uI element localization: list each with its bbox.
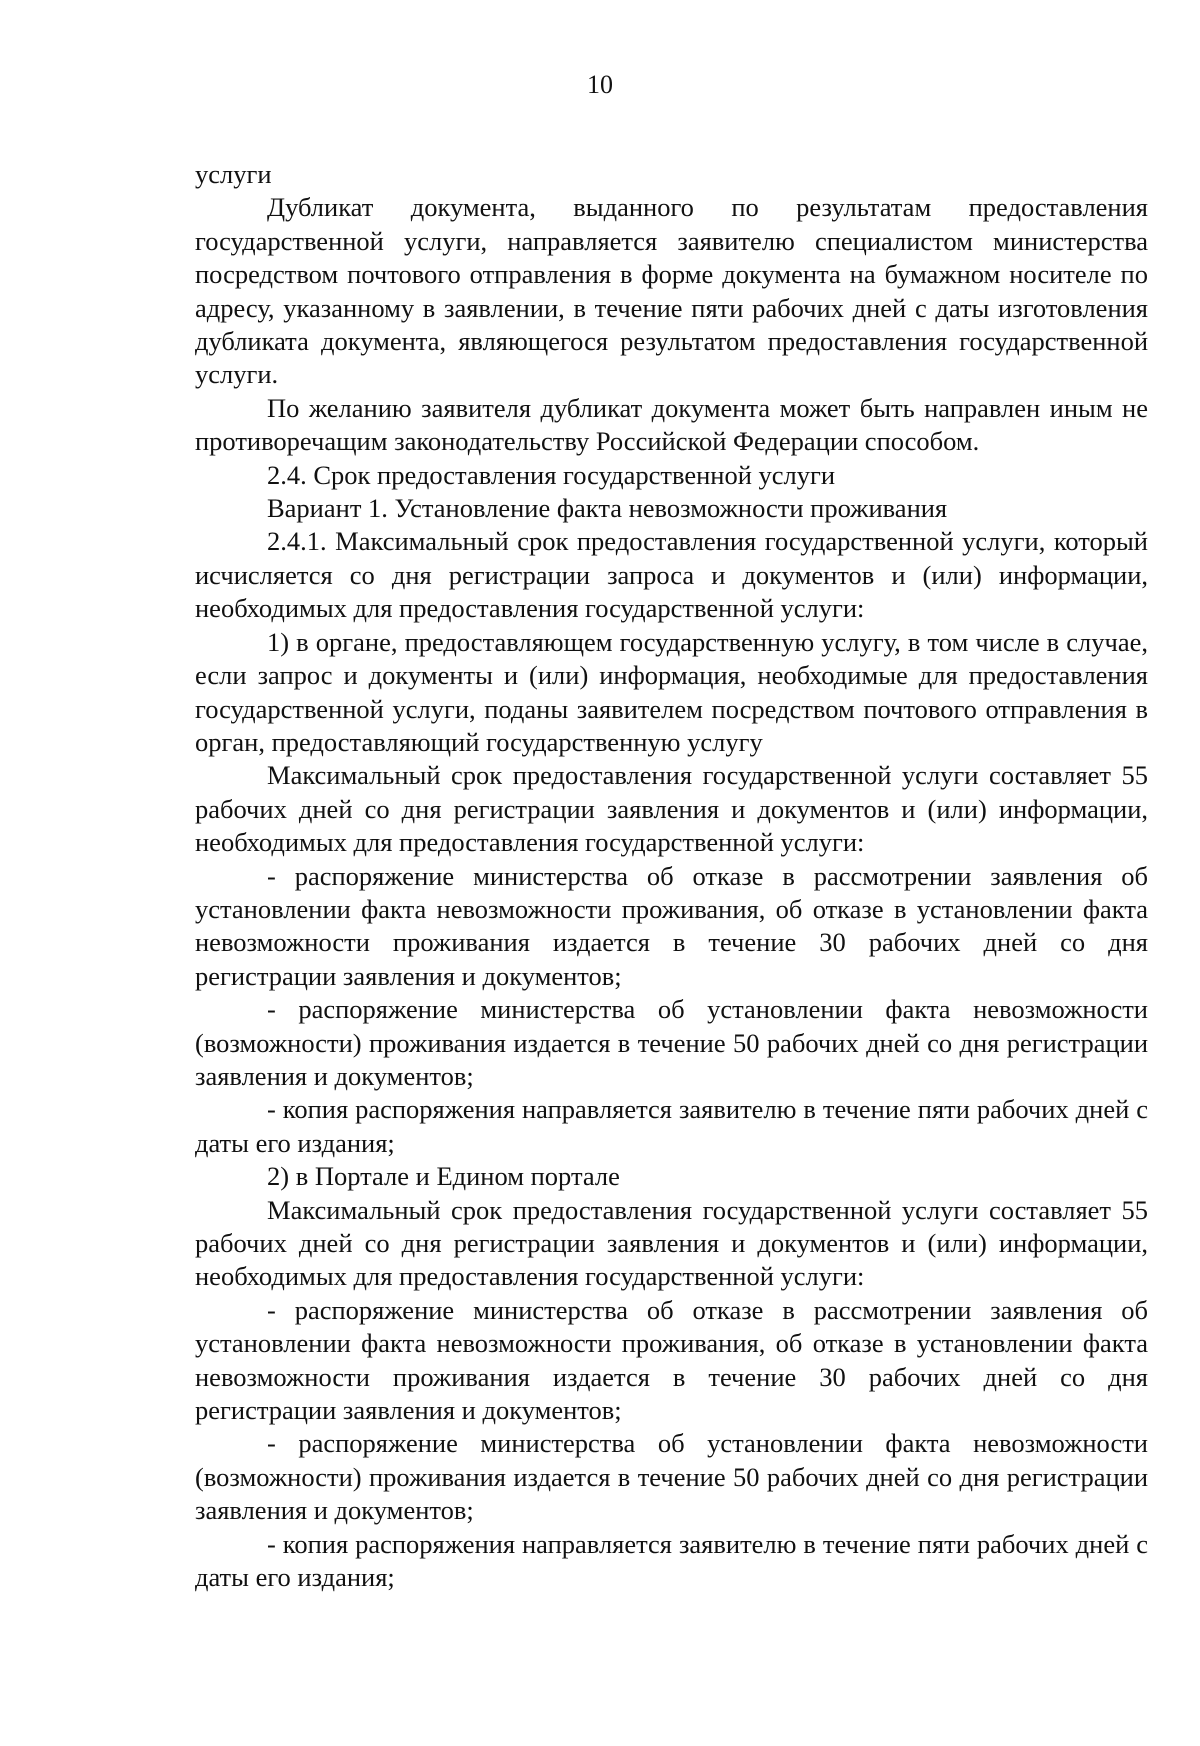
paragraph-max-term-2: Максимальный срок предоставления государственной услуги составляет 55 рабочих дней со дня регистрации заявления и документов и (или) информации, необходимых для предоставления государственной услуги: bbox=[195, 1194, 1148, 1292]
variant-heading: Вариант 1. Установление факта невозможности проживания bbox=[267, 493, 948, 524]
paragraph-duplicate-delivery: Дубликат документа, выданного по результатам предоставления государственной услуги, направляется заявителю специалистом министерства посредством почтового отправления в форме документа на бумажном носителе по адресу, указанному в заявлении, в течение пяти рабочих дней с даты изготовления дубликата документа, являющегося результатом предоставления государственной услуги. bbox=[195, 192, 1148, 390]
paragraph-continuation: услуги bbox=[195, 159, 272, 189]
bullet-copy-2: - копия распоряжения направляется заявителю в течение пяти рабочих дней с даты его издания; bbox=[195, 1528, 1148, 1593]
paragraph-max-term-1: Максимальный срок предоставления государственной услуги составляет 55 рабочих дней со дня регистрации заявления и документов и (или) информации, необходимых для предоставления государственной услуги: bbox=[195, 760, 1148, 858]
bullet-establishment-1: - распоряжение министерства об установлении факта невозможности (возможности) проживания издается в течение 50 рабочих дней со дня регистрации заявления и документов; bbox=[195, 994, 1148, 1091]
bullet-establishment-2: - распоряжение министерства об установлении факта невозможности (возможности) проживания издается в течение 50 рабочих дней со дня регистрации заявления и документов; bbox=[195, 1428, 1148, 1526]
paragraph-2-4-1: 2.4.1. Максимальный срок предоставления государственной услуги, который исчисляется со дня регистрации запроса и документов и (или) информации, необходимых для предоставления государственной услуги: bbox=[195, 526, 1148, 624]
section-heading-2-4: 2.4. Срок предоставления государственной услуги bbox=[267, 459, 836, 490]
document-body bbox=[195, 158, 1148, 1594]
page-number: 10 bbox=[587, 70, 613, 99]
bullet-copy-1: - копия распоряжения направляется заявителю в течение пяти рабочих дней с даты его издания; bbox=[195, 1094, 1148, 1158]
list-item-2: 2) в Портале и Едином портале bbox=[267, 1161, 620, 1192]
paragraph-alternative-delivery: По желанию заявителя дубликат документа может быть направлен иным не противоречащим законодательству Российской Федерации способом. bbox=[195, 392, 1148, 457]
bullet-refusal-2: - распоряжение министерства об отказе в рассмотрении заявления об установлении факта невозможности проживания, об отказе в установлении факта невозможности проживания издается в течение 30 рабочих дней со дня регистрации заявления и документов; bbox=[195, 1294, 1148, 1426]
list-item-1: 1) в органе, предоставляющем государственную услугу, в том числе в случае, если запрос и документы и (или) информация, необходимые для предоставления государственной услуги, поданы заявителем посредством почтового отправления в орган, предоставляющий государственную услугу bbox=[195, 626, 1148, 757]
bullet-refusal-1: - распоряжение министерства об отказе в рассмотрении заявления об установлении факта невозможности проживания, об отказе в установлении факта невозможности проживания издается в течение 30 рабочих дней со дня регистрации заявления и документов; bbox=[195, 860, 1148, 991]
